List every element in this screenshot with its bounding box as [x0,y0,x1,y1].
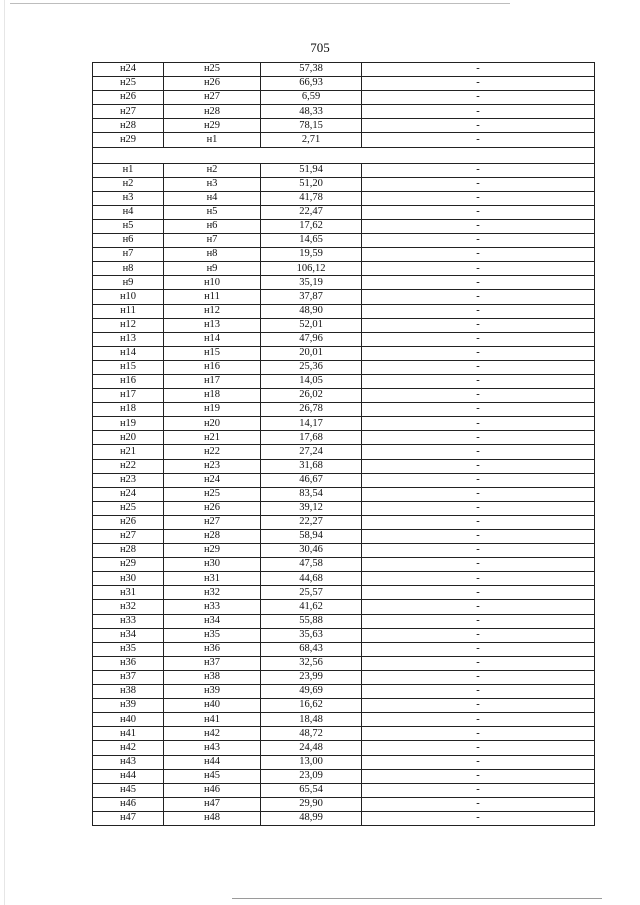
table-row [93,403,595,417]
table-row [93,628,595,642]
from-point-cell: н21 [93,445,164,459]
length-cell: 47,96 [261,332,362,346]
from-point-cell: н20 [93,431,164,445]
length-cell: 14,05 [261,374,362,388]
from-point-cell: н11 [93,304,164,318]
from-point-cell: н38 [93,685,164,699]
length-cell: 32,56 [261,656,362,670]
length-cell: 83,54 [261,487,362,501]
from-point-cell: н2 [93,177,164,191]
table-row [93,360,595,374]
table-row [93,346,595,360]
note-cell: - [362,119,595,133]
to-point-cell: н8 [164,248,261,262]
to-point-cell: н25 [164,487,261,501]
to-point-cell: н10 [164,276,261,290]
note-cell: - [362,811,595,825]
table-row [93,119,595,133]
note-cell: - [362,459,595,473]
to-point-cell: н40 [164,699,261,713]
length-cell: 106,12 [261,262,362,276]
table-row [93,205,595,219]
note-cell: - [362,248,595,262]
table-row [93,473,595,487]
note-cell: - [362,360,595,374]
note-cell: - [362,741,595,755]
length-cell: 22,47 [261,205,362,219]
to-point-cell: н18 [164,389,261,403]
to-point-cell: н29 [164,119,261,133]
from-point-cell: н24 [93,63,164,77]
from-point-cell: н9 [93,276,164,290]
table-row [93,656,595,670]
note-cell: - [362,105,595,119]
table-row [93,501,595,515]
table-row [93,642,595,656]
note-cell: - [362,163,595,177]
to-point-cell: н11 [164,290,261,304]
length-cell: 25,57 [261,586,362,600]
to-point-cell: н41 [164,713,261,727]
length-cell: 41,78 [261,191,362,205]
table-row [93,276,595,290]
table-row [93,219,595,233]
to-point-cell: н23 [164,459,261,473]
note-cell: - [362,63,595,77]
table-row [93,727,595,741]
to-point-cell: н39 [164,685,261,699]
to-point-cell: н19 [164,403,261,417]
note-cell: - [362,262,595,276]
to-point-cell: н46 [164,783,261,797]
to-point-cell: н9 [164,262,261,276]
to-point-cell: н26 [164,501,261,515]
to-point-cell: н20 [164,417,261,431]
table-row [93,459,595,473]
note-cell: - [362,572,595,586]
length-cell: 48,33 [261,105,362,119]
note-cell: - [362,77,595,91]
length-cell: 26,78 [261,403,362,417]
from-point-cell: н46 [93,797,164,811]
note-cell: - [362,332,595,346]
length-cell: 27,24 [261,445,362,459]
length-cell: 2,71 [261,133,362,147]
table-row [93,163,595,177]
to-point-cell: н37 [164,656,261,670]
from-point-cell: н22 [93,459,164,473]
length-cell: 19,59 [261,248,362,262]
from-point-cell: н3 [93,191,164,205]
to-point-cell: н4 [164,191,261,205]
length-cell: 18,48 [261,713,362,727]
from-point-cell: н27 [93,530,164,544]
from-point-cell: н10 [93,290,164,304]
from-point-cell: н26 [93,515,164,529]
to-point-cell: н21 [164,431,261,445]
from-point-cell: н8 [93,262,164,276]
note-cell: - [362,530,595,544]
note-cell: - [362,417,595,431]
to-point-cell: н12 [164,304,261,318]
note-cell: - [362,276,595,290]
from-point-cell: н19 [93,417,164,431]
note-cell: - [362,558,595,572]
table-row [93,133,595,147]
note-cell: - [362,685,595,699]
length-cell: 35,19 [261,276,362,290]
note-cell: - [362,304,595,318]
note-cell: - [362,544,595,558]
table-row [93,741,595,755]
to-point-cell: н3 [164,177,261,191]
length-cell: 16,62 [261,699,362,713]
note-cell: - [362,403,595,417]
from-point-cell: н34 [93,628,164,642]
length-cell: 51,94 [261,163,362,177]
to-point-cell: н6 [164,219,261,233]
from-point-cell: н39 [93,699,164,713]
to-point-cell: н32 [164,586,261,600]
length-cell: 17,62 [261,219,362,233]
boundary-segments-table [92,62,595,826]
to-point-cell: н5 [164,205,261,219]
length-cell: 17,68 [261,431,362,445]
from-point-cell: н32 [93,600,164,614]
scan-top-line [10,3,510,4]
table-row [93,769,595,783]
from-point-cell: н25 [93,77,164,91]
from-point-cell: н4 [93,205,164,219]
table-row [93,530,595,544]
note-cell: - [362,346,595,360]
from-point-cell: н31 [93,586,164,600]
length-cell: 24,48 [261,741,362,755]
note-cell: - [362,205,595,219]
to-point-cell: н34 [164,614,261,628]
from-point-cell: н29 [93,558,164,572]
to-point-cell: н7 [164,234,261,248]
from-point-cell: н17 [93,389,164,403]
length-cell: 6,59 [261,91,362,105]
table-row [93,417,595,431]
from-point-cell: н47 [93,811,164,825]
table-row [93,445,595,459]
scan-bottom-line [232,898,602,899]
note-cell: - [362,614,595,628]
to-point-cell: н30 [164,558,261,572]
from-point-cell: н44 [93,769,164,783]
scan-left-edge [4,0,5,905]
from-point-cell: н6 [93,234,164,248]
length-cell: 23,09 [261,769,362,783]
to-point-cell: н35 [164,628,261,642]
note-cell: - [362,234,595,248]
length-cell: 14,65 [261,234,362,248]
to-point-cell: н16 [164,360,261,374]
length-cell: 55,88 [261,614,362,628]
note-cell: - [362,769,595,783]
from-point-cell: н27 [93,105,164,119]
length-cell: 57,38 [261,63,362,77]
length-cell: 31,68 [261,459,362,473]
note-cell: - [362,487,595,501]
from-point-cell: н37 [93,670,164,684]
from-point-cell: н14 [93,346,164,360]
note-cell: - [362,91,595,105]
length-cell: 14,17 [261,417,362,431]
note-cell: - [362,133,595,147]
table-row [93,614,595,628]
table-row [93,248,595,262]
note-cell: - [362,670,595,684]
table-row [93,515,595,529]
to-point-cell: н45 [164,769,261,783]
note-cell: - [362,642,595,656]
from-point-cell: н16 [93,374,164,388]
from-point-cell: н43 [93,755,164,769]
to-point-cell: н1 [164,133,261,147]
table-row [93,797,595,811]
length-cell: 51,20 [261,177,362,191]
note-cell: - [362,783,595,797]
to-point-cell: н44 [164,755,261,769]
from-point-cell: н30 [93,572,164,586]
note-cell: - [362,713,595,727]
from-point-cell: н42 [93,741,164,755]
table-row [93,318,595,332]
note-cell: - [362,600,595,614]
table-row [93,699,595,713]
from-point-cell: н13 [93,332,164,346]
length-cell: 66,93 [261,77,362,91]
length-cell: 26,02 [261,389,362,403]
length-cell: 20,01 [261,346,362,360]
note-cell: - [362,177,595,191]
to-point-cell: н42 [164,727,261,741]
table-row [93,262,595,276]
page-number: 705 [310,40,330,55]
note-cell: - [362,219,595,233]
note-cell: - [362,797,595,811]
to-point-cell: н24 [164,473,261,487]
to-point-cell: н27 [164,515,261,529]
table-body [93,63,595,826]
table-row [93,670,595,684]
table-row [93,304,595,318]
table-row [93,783,595,797]
note-cell: - [362,699,595,713]
from-point-cell: н45 [93,783,164,797]
to-point-cell: н43 [164,741,261,755]
note-cell: - [362,445,595,459]
from-point-cell: н24 [93,487,164,501]
note-cell: - [362,389,595,403]
to-point-cell: н31 [164,572,261,586]
to-point-cell: н38 [164,670,261,684]
length-cell: 30,46 [261,544,362,558]
note-cell: - [362,628,595,642]
table-row [93,487,595,501]
table-row [93,755,595,769]
note-cell: - [362,374,595,388]
length-cell: 49,69 [261,685,362,699]
length-cell: 65,54 [261,783,362,797]
from-point-cell: н15 [93,360,164,374]
table-row [93,234,595,248]
table-row [93,544,595,558]
to-point-cell: н25 [164,63,261,77]
length-cell: 37,87 [261,290,362,304]
to-point-cell: н28 [164,105,261,119]
from-point-cell: н28 [93,544,164,558]
from-point-cell: н23 [93,473,164,487]
to-point-cell: н28 [164,530,261,544]
to-point-cell: н13 [164,318,261,332]
from-point-cell: н7 [93,248,164,262]
length-cell: 22,27 [261,515,362,529]
note-cell: - [362,318,595,332]
from-point-cell: н33 [93,614,164,628]
note-cell: - [362,755,595,769]
length-cell: 46,67 [261,473,362,487]
length-cell: 29,90 [261,797,362,811]
from-point-cell: н35 [93,642,164,656]
from-point-cell: н12 [93,318,164,332]
table-row [93,191,595,205]
table-row [93,431,595,445]
from-point-cell: н29 [93,133,164,147]
to-point-cell: н33 [164,600,261,614]
to-point-cell: н26 [164,77,261,91]
to-point-cell: н15 [164,346,261,360]
note-cell: - [362,656,595,670]
length-cell: 13,00 [261,755,362,769]
length-cell: 48,72 [261,727,362,741]
to-point-cell: н22 [164,445,261,459]
length-cell: 48,90 [261,304,362,318]
from-point-cell: н26 [93,91,164,105]
from-point-cell: н5 [93,219,164,233]
length-cell: 39,12 [261,501,362,515]
note-cell: - [362,727,595,741]
to-point-cell: н36 [164,642,261,656]
note-cell: - [362,473,595,487]
length-cell: 35,63 [261,628,362,642]
from-point-cell: н18 [93,403,164,417]
section-separator-cell [93,147,595,163]
length-cell: 23,99 [261,670,362,684]
table-row [93,374,595,388]
to-point-cell: н17 [164,374,261,388]
table-row [93,811,595,825]
length-cell: 68,43 [261,642,362,656]
from-point-cell: н25 [93,501,164,515]
table-row [93,63,595,77]
length-cell: 25,36 [261,360,362,374]
to-point-cell: н48 [164,811,261,825]
table-row [93,586,595,600]
table-row [93,685,595,699]
table-row [93,290,595,304]
table-row [93,558,595,572]
table-row [93,572,595,586]
length-cell: 44,68 [261,572,362,586]
length-cell: 78,15 [261,119,362,133]
from-point-cell: н40 [93,713,164,727]
note-cell: - [362,431,595,445]
to-point-cell: н47 [164,797,261,811]
table-row [93,177,595,191]
note-cell: - [362,515,595,529]
table-row [93,389,595,403]
to-point-cell: н27 [164,91,261,105]
length-cell: 48,99 [261,811,362,825]
to-point-cell: н2 [164,163,261,177]
table-row [93,77,595,91]
note-cell: - [362,290,595,304]
length-cell: 52,01 [261,318,362,332]
from-point-cell: н28 [93,119,164,133]
table-row [93,91,595,105]
length-cell: 47,58 [261,558,362,572]
note-cell: - [362,501,595,515]
to-point-cell: н29 [164,544,261,558]
length-cell: 58,94 [261,530,362,544]
table-row [93,600,595,614]
table-row [93,332,595,346]
note-cell: - [362,586,595,600]
length-cell: 41,62 [261,600,362,614]
note-cell: - [362,191,595,205]
table-row [93,105,595,119]
from-point-cell: н41 [93,727,164,741]
table-row [93,713,595,727]
section-separator-row [93,147,595,163]
from-point-cell: н1 [93,163,164,177]
to-point-cell: н14 [164,332,261,346]
from-point-cell: н36 [93,656,164,670]
